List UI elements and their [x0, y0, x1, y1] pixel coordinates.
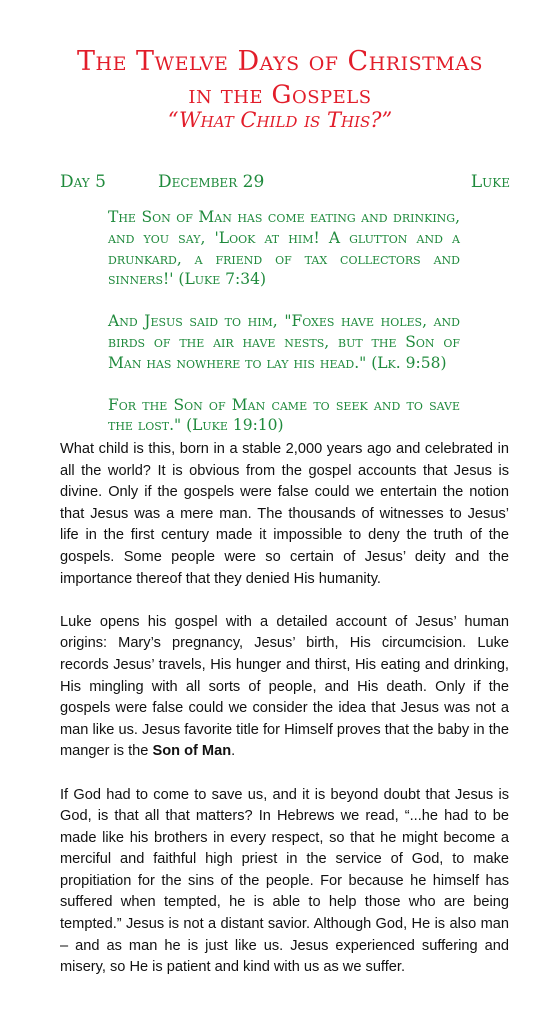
book-label: Luke — [470, 172, 510, 192]
scripture-quote-luke-9-58: And Jesus said to him, "Foxes have holes, and birds of the air have nests, but the Son of Man has nowhere to lay his head." (Lk. 9:58) — [108, 312, 460, 372]
scripture-quote-luke-19-10: For the Son of Man came to seek and to save the lost." (Luke 19:10) — [108, 395, 460, 435]
page-title: The Twelve Days of Christmas — [77, 46, 483, 77]
scripture-quotes — [108, 207, 460, 457]
devotional-body — [60, 439, 509, 1000]
scripture-quote-luke-7-34: The Son of Man has come eating and drinking, and you say, 'Look at him! A glutton and a drunkard, a friend of tax collectors and sinners!' (Luke 7:34) — [108, 208, 460, 289]
date-label: December 29 — [158, 172, 265, 192]
son-of-man-emphasis: Son of Man — [152, 743, 232, 760]
body-paragraph-1: What child is this, born in a stable 2,000 years ago and celebrated in all the world? It is obvious from the gospel accounts that Jesus is divine. Only if the gospels were false could we entertain the notion that Jesus was a mere man. The thousands of witnesses to Jesus’ life in the first century made it impossible to deny the truth of the gospels. Some people were so certain of Jesus’ deity and the importance thereof that they denied His humanity. — [60, 441, 509, 587]
day-label: Day 5 — [60, 172, 106, 192]
body-paragraph-2-end: . — [231, 743, 236, 760]
day-header — [60, 172, 510, 194]
body-paragraph-2-text: Luke opens his gospel with a detailed account of Jesus’ human origins: Mary’s pregnancy, Jesus’ birth, His circumcision. Luke records Jesus’ travels, His hunger and thirst, His eating and drinking, His mingling with all sorts of people, and His death. Only if the gospels were false could we consider the idea that Jesus was not a man like us. Jesus favorite title for Himself proves that the baby in the manger is the — [60, 613, 509, 760]
page-title-line2: in the Gospels — [188, 80, 372, 109]
body-paragraph-3: If God had to come to save us, and it is beyond doubt that Jesus is God, is that all that matters? In Hebrews we read, “...he had to be made like his brothers in every respect, so that he might become a merciful and faithful high priest in the service of God, to make propitiation for the sins of the people. For because he himself has suffered when tempted, he is able to help those who are being tempted.” Jesus is not a distant savior. Although God, He is also man – and as man he is just like us. Jesus experienced suffering and misery, so He is patient and kind with us as we suffer. — [60, 786, 509, 976]
page-subtitle: “What Child is This?” — [167, 108, 393, 132]
body-paragraph-2 — [60, 612, 509, 763]
